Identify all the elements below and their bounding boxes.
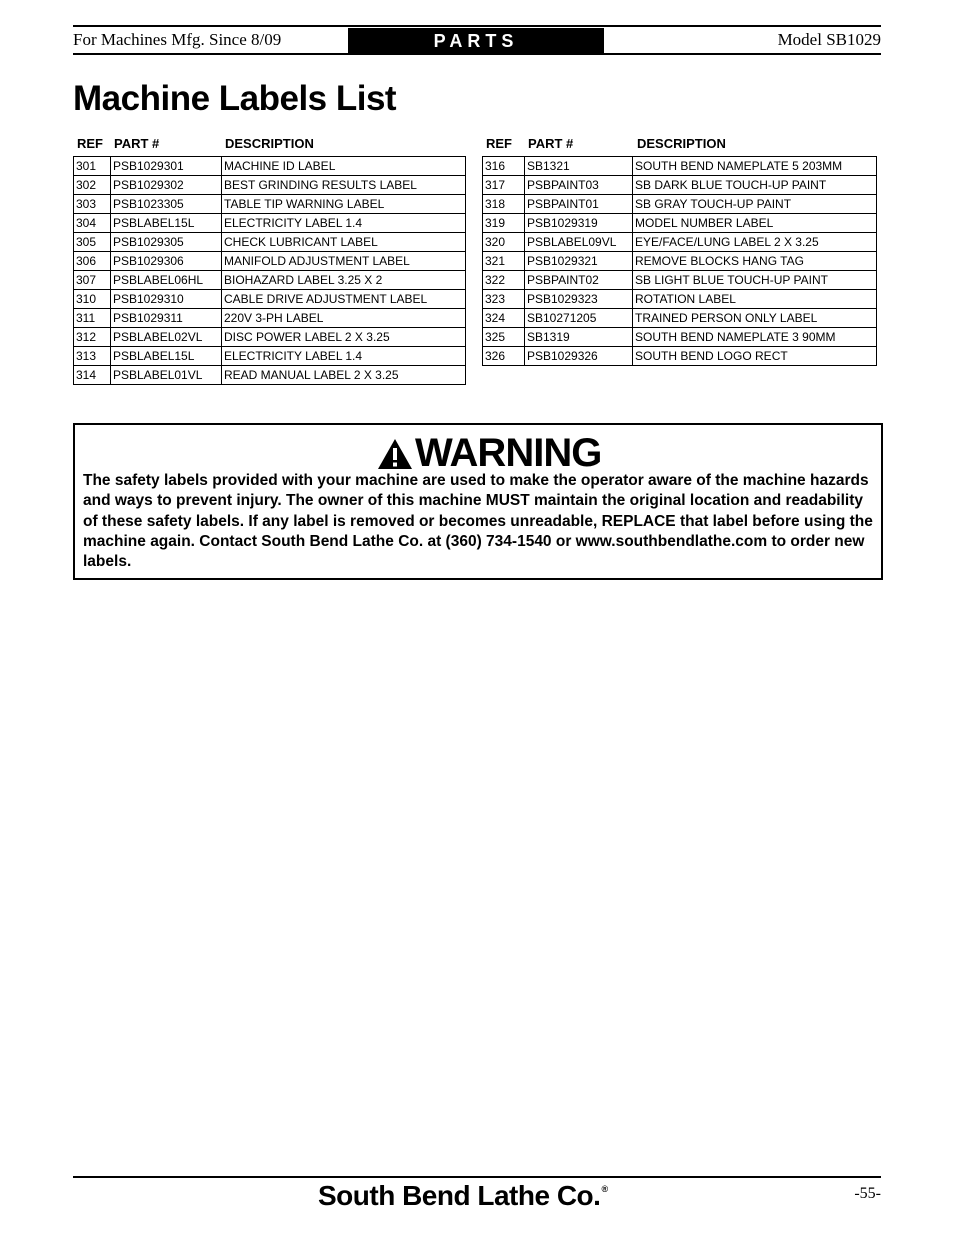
table-row bbox=[483, 214, 877, 233]
table-row bbox=[74, 290, 466, 309]
table-row bbox=[483, 347, 877, 366]
table-row bbox=[74, 233, 466, 252]
ref-cell: 305 bbox=[74, 233, 111, 252]
ref-cell: 302 bbox=[74, 176, 111, 195]
warning-triangle-icon bbox=[377, 438, 413, 470]
ref-cell: 322 bbox=[483, 271, 525, 290]
description-cell: ELECTRICITY LABEL 1.4 bbox=[222, 347, 466, 366]
part-number-cell: PSBPAINT01 bbox=[525, 195, 633, 214]
part-number-cell: PSB1029326 bbox=[525, 347, 633, 366]
left-parts-table bbox=[73, 134, 466, 385]
page-number: -55- bbox=[854, 1185, 881, 1202]
description-cell: SB LIGHT BLUE TOUCH-UP PAINT bbox=[633, 271, 877, 290]
description-cell: MODEL NUMBER LABEL bbox=[633, 214, 877, 233]
ref-cell: 325 bbox=[483, 328, 525, 347]
description-cell: SOUTH BEND LOGO RECT bbox=[633, 347, 877, 366]
header-machines-note: For Machines Mfg. Since 8/09 bbox=[73, 30, 282, 49]
ref-cell: 320 bbox=[483, 233, 525, 252]
part-number-cell: PSBPAINT02 bbox=[525, 271, 633, 290]
warning-title-text: WARNING bbox=[415, 431, 602, 475]
description-column-header: DESCRIPTION bbox=[637, 136, 726, 151]
table-row bbox=[483, 328, 877, 347]
part-number-cell: PSBLABEL02VL bbox=[111, 328, 222, 347]
header-model: Model SB1029 bbox=[777, 30, 881, 49]
ref-cell: 307 bbox=[74, 271, 111, 290]
warning-box bbox=[73, 423, 883, 580]
right-table-body bbox=[482, 156, 877, 366]
ref-cell: 311 bbox=[74, 309, 111, 328]
ref-cell: 313 bbox=[74, 347, 111, 366]
table-row bbox=[483, 195, 877, 214]
description-cell: CHECK LUBRICANT LABEL bbox=[222, 233, 466, 252]
part-number-cell: PSB1023305 bbox=[111, 195, 222, 214]
ref-cell: 321 bbox=[483, 252, 525, 271]
warning-body: The safety labels provided with your machine are used to make the operator aware of the machine hazards and ways to prevent injury. The owner of this machine MUST maintain the original location and readability of these safety labels. If any label is removed or becomes unreadable, REPLACE that label before using the machine again. Contact South Bend Lathe Co. at (360) 734-1540 or www.southbendlathe.com to order new labels. bbox=[83, 472, 873, 571]
description-cell: MANIFOLD ADJUSTMENT LABEL bbox=[222, 252, 466, 271]
section-label: PARTS bbox=[348, 28, 604, 53]
ref-cell: 301 bbox=[74, 157, 111, 176]
part-number-cell: PSB1029323 bbox=[525, 290, 633, 309]
description-cell: TABLE TIP WARNING LABEL bbox=[222, 195, 466, 214]
part-number-cell: PSB1029301 bbox=[111, 157, 222, 176]
part-column-header: PART # bbox=[528, 136, 574, 151]
description-cell: BIOHAZARD LABEL 3.25 X 2 bbox=[222, 271, 466, 290]
part-number-cell: PSB1029305 bbox=[111, 233, 222, 252]
description-cell: SB GRAY TOUCH-UP PAINT bbox=[633, 195, 877, 214]
ref-cell: 303 bbox=[74, 195, 111, 214]
right-parts-table bbox=[482, 134, 877, 366]
left-table-body bbox=[73, 156, 466, 385]
ref-cell: 324 bbox=[483, 309, 525, 328]
ref-cell: 316 bbox=[483, 157, 525, 176]
part-column-header: PART # bbox=[114, 136, 160, 151]
table-row bbox=[74, 252, 466, 271]
registered-mark: ® bbox=[601, 1184, 608, 1194]
part-number-cell: PSB1029321 bbox=[525, 252, 633, 271]
part-number-cell: PSBLABEL15L bbox=[111, 347, 222, 366]
ref-cell: 317 bbox=[483, 176, 525, 195]
part-number-cell: PSB1029310 bbox=[111, 290, 222, 309]
table-row bbox=[483, 309, 877, 328]
description-cell: ROTATION LABEL bbox=[633, 290, 877, 309]
table-row bbox=[74, 157, 466, 176]
table-row bbox=[74, 214, 466, 233]
part-number-cell: SB1321 bbox=[525, 157, 633, 176]
ref-cell: 314 bbox=[74, 366, 111, 385]
table-row bbox=[74, 176, 466, 195]
ref-cell: 318 bbox=[483, 195, 525, 214]
table-row bbox=[483, 157, 877, 176]
description-cell: MACHINE ID LABEL bbox=[222, 157, 466, 176]
description-cell: BEST GRINDING RESULTS LABEL bbox=[222, 176, 466, 195]
ref-column-header: REF bbox=[486, 136, 512, 151]
part-number-cell: SB10271205 bbox=[525, 309, 633, 328]
part-number-cell: PSB1029302 bbox=[111, 176, 222, 195]
part-number-cell: PSBPAINT03 bbox=[525, 176, 633, 195]
header-top-rule bbox=[73, 25, 881, 27]
ref-cell: 319 bbox=[483, 214, 525, 233]
ref-cell: 326 bbox=[483, 347, 525, 366]
ref-column-header: REF bbox=[77, 136, 103, 151]
table-row bbox=[74, 271, 466, 290]
part-number-cell: PSBLABEL15L bbox=[111, 214, 222, 233]
ref-cell: 306 bbox=[74, 252, 111, 271]
description-cell: READ MANUAL LABEL 2 X 3.25 bbox=[222, 366, 466, 385]
part-number-cell: PSB1029306 bbox=[111, 252, 222, 271]
part-number-cell: PSBLABEL01VL bbox=[111, 366, 222, 385]
page-title: Machine Labels List bbox=[73, 79, 397, 118]
part-number-cell: PSBLABEL09VL bbox=[525, 233, 633, 252]
table-row bbox=[483, 271, 877, 290]
description-cell: ELECTRICITY LABEL 1.4 bbox=[222, 214, 466, 233]
ref-cell: 312 bbox=[74, 328, 111, 347]
table-row bbox=[483, 252, 877, 271]
description-column-header: DESCRIPTION bbox=[225, 136, 314, 151]
table-row bbox=[483, 290, 877, 309]
footer-brand-text: South Bend Lathe Co. bbox=[318, 1180, 601, 1211]
ref-cell: 323 bbox=[483, 290, 525, 309]
table-row bbox=[74, 328, 466, 347]
description-cell: DISC POWER LABEL 2 X 3.25 bbox=[222, 328, 466, 347]
table-row bbox=[74, 366, 466, 385]
part-number-cell: PSB1029311 bbox=[111, 309, 222, 328]
description-cell: SB DARK BLUE TOUCH-UP PAINT bbox=[633, 176, 877, 195]
part-number-cell: SB1319 bbox=[525, 328, 633, 347]
table-row bbox=[74, 195, 466, 214]
left-table-header bbox=[73, 134, 466, 156]
table-row bbox=[74, 309, 466, 328]
description-cell: EYE/FACE/LUNG LABEL 2 X 3.25 bbox=[633, 233, 877, 252]
table-row bbox=[483, 233, 877, 252]
description-cell: CABLE DRIVE ADJUSTMENT LABEL bbox=[222, 290, 466, 309]
table-row bbox=[483, 176, 877, 195]
description-cell: SOUTH BEND NAMEPLATE 5 203MM bbox=[633, 157, 877, 176]
footer-rule bbox=[73, 1176, 881, 1178]
ref-cell: 310 bbox=[74, 290, 111, 309]
description-cell: 220V 3-PH LABEL bbox=[222, 309, 466, 328]
part-number-cell: PSB1029319 bbox=[525, 214, 633, 233]
ref-cell: 304 bbox=[74, 214, 111, 233]
right-table-header bbox=[482, 134, 877, 156]
description-cell: TRAINED PERSON ONLY LABEL bbox=[633, 309, 877, 328]
description-cell: SOUTH BEND NAMEPLATE 3 90MM bbox=[633, 328, 877, 347]
footer-brand-logo bbox=[318, 1180, 608, 1212]
part-number-cell: PSBLABEL06HL bbox=[111, 271, 222, 290]
table-row bbox=[74, 347, 466, 366]
warning-title bbox=[377, 431, 601, 476]
description-cell: REMOVE BLOCKS HANG TAG bbox=[633, 252, 877, 271]
header-bottom-rule bbox=[73, 53, 881, 55]
